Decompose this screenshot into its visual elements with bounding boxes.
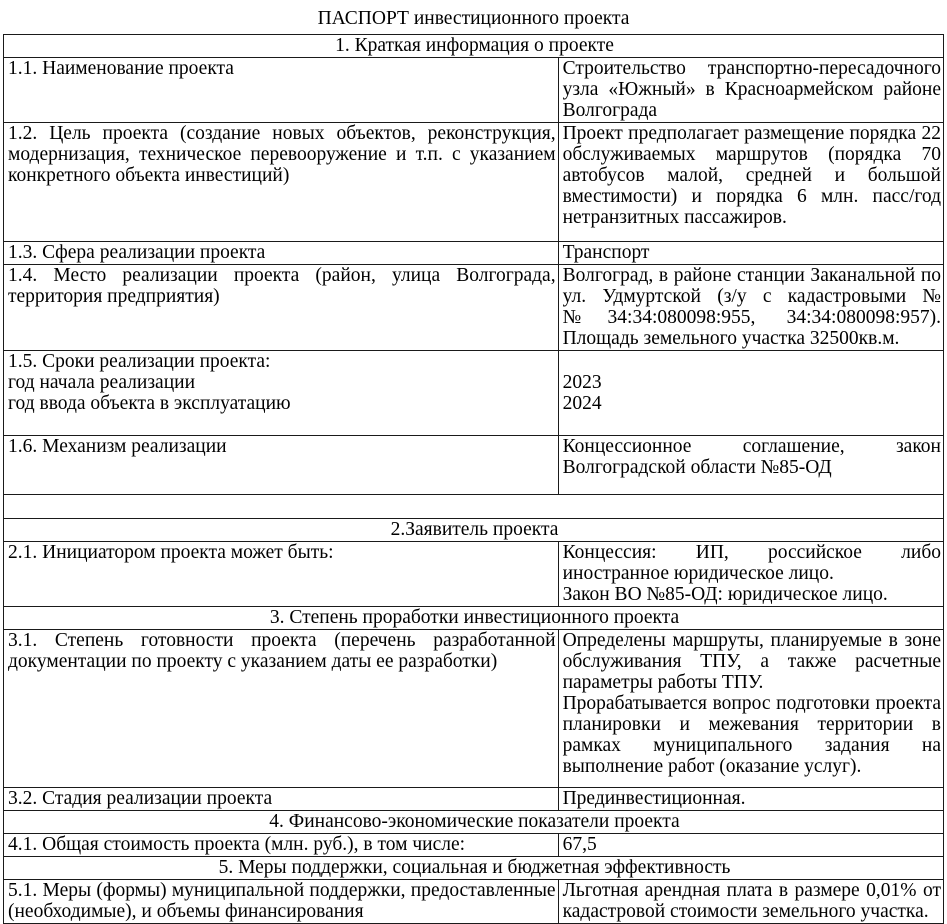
row-4-1-label: 4.1. Общая стоимость проекта (млн. руб.), в том числе: xyxy=(8,834,466,855)
row-5-1 xyxy=(4,880,944,924)
row-1-5-year-start: 2023 xyxy=(562,372,602,393)
row-1-1-label: 1.1. Наименование проекта xyxy=(8,58,234,79)
row-3-2-label: 3.2. Стадия реализации проекта xyxy=(8,788,273,809)
row-3-2 xyxy=(4,788,944,811)
row-1-5-label-line3: год ввода объекта в эксплуатацию xyxy=(8,393,291,414)
section-4-header: 4. Финансово-экономические показатели проекта xyxy=(4,811,944,834)
row-3-2-label-cell xyxy=(4,788,559,811)
section-5-header-row xyxy=(4,857,944,880)
section-2-header: 2.Заявитель проекта xyxy=(4,519,944,542)
row-1-1-label-cell xyxy=(4,58,559,123)
section-1-header: 1. Краткая информация о проекте xyxy=(4,35,944,58)
row-1-5-label-line1: 1.5. Сроки реализации проекта: xyxy=(8,351,271,372)
row-1-4-value: Волгоград, в районе станции Заканальной по ул. Удмуртской (з/у с кадастровыми №№34:34:080098:955, 34:34:080098:957). Площадь земельного участка 32500кв.м. xyxy=(562,265,941,349)
document-title: ПАСПОРТ инвестиционного проекта xyxy=(317,8,630,29)
spacer-row xyxy=(4,495,944,519)
row-1-4-label-cell xyxy=(4,265,559,351)
row-3-2-value: Прединвестиционная. xyxy=(562,788,746,809)
row-4-1 xyxy=(4,834,944,857)
row-1-6-label-cell xyxy=(4,436,559,495)
section-2-header-row xyxy=(4,519,944,542)
row-1-2-label-cell xyxy=(4,123,559,242)
document-page xyxy=(0,8,947,924)
row-3-1-value-para1: Определены маршруты, планируемые в зоне обслуживания ТПУ, а также расчетные параметры работы ТПУ. xyxy=(562,630,941,693)
row-1-2-value: Проект предполагает размещение порядка 22 обслуживаемых маршрутов (порядка 70 автобусов малой, средней и большой вместимости) и порядка 6 млн. пасс/год нетранзитных пассажиров. xyxy=(562,123,941,228)
row-2-1-label: 2.1. Инициатором проекта может быть: xyxy=(8,542,334,563)
row-1-2-label: 1.2. Цель проекта (создание новых объектов, реконструкция, модернизация, техническое перевооружение и т.п. с указанием конкретного объекта инвестиций) xyxy=(8,123,556,186)
row-1-3-label-cell xyxy=(4,242,559,265)
row-3-1-label-cell xyxy=(4,630,559,788)
section-4-header-row xyxy=(4,811,944,834)
row-1-2 xyxy=(4,123,944,242)
row-5-1-value: Льготная арендная плата в размере 0,01% от кадастровой стоимости земельного участка. xyxy=(562,880,941,922)
row-2-1-value-line2: Закон ВО №85-ОД: юридическое лицо. xyxy=(562,584,888,605)
row-3-2-value-cell xyxy=(558,788,943,811)
row-1-5-value-cell xyxy=(558,351,943,436)
row-1-3 xyxy=(4,242,944,265)
row-1-1 xyxy=(4,58,944,123)
row-1-4 xyxy=(4,265,944,351)
row-5-1-label: 5.1. Меры (формы) муниципальной поддержки, предоставленные (необходимые), и объемы финансирования xyxy=(8,880,556,922)
row-1-4-value-cell xyxy=(558,265,943,351)
row-2-1-value-cell xyxy=(558,542,943,607)
row-1-6-value: Концессионное соглашение, закон Волгоградской области №85-ОД xyxy=(562,436,941,478)
row-3-1-value-para2: Прорабатывается вопрос подготовки проекта планировки и межевания территории в рамках муниципального задания на выполнение работ (оказание услуг). xyxy=(562,693,941,777)
row-2-1-label-cell xyxy=(4,542,559,607)
row-1-1-value: Строительство транспортно-пересадочного узла «Южный» в Красноармейском районе Волгограда xyxy=(562,58,941,121)
section-1-header-row xyxy=(4,35,944,58)
row-1-5-label-cell xyxy=(4,351,559,436)
row-3-1 xyxy=(4,630,944,788)
row-5-1-label-cell xyxy=(4,880,559,924)
section-3-header: 3. Степень проработки инвестиционного проекта xyxy=(4,607,944,630)
row-4-1-label-cell xyxy=(4,834,559,857)
row-3-1-value-cell xyxy=(558,630,943,788)
row-1-3-value-cell xyxy=(558,242,943,265)
row-1-6 xyxy=(4,436,944,495)
row-4-1-value-cell xyxy=(558,834,943,857)
row-5-1-value-cell xyxy=(558,880,943,924)
passport-table xyxy=(3,34,944,924)
row-2-1-value-line1: Концессия: ИП, российское либо иностранное юридическое лицо. xyxy=(562,542,941,584)
row-1-6-value-cell xyxy=(558,436,943,495)
section-5-header: 5. Меры поддержки, социальная и бюджетная эффективность xyxy=(4,857,944,880)
row-1-5-blank-line xyxy=(563,351,941,372)
row-1-5-year-end: 2024 xyxy=(562,393,602,414)
row-2-1 xyxy=(4,542,944,607)
row-1-2-value-cell xyxy=(558,123,943,242)
row-3-1-label: 3.1. Степень готовности проекта (перечень разработанной документации по проекту с указанием даты ее разработки) xyxy=(8,630,556,672)
section-3-header-row xyxy=(4,607,944,630)
spacer-cell xyxy=(4,495,944,519)
row-1-3-value: Транспорт xyxy=(562,242,650,263)
row-4-1-value: 67,5 xyxy=(562,834,597,855)
row-1-3-label: 1.3. Сфера реализации проекта xyxy=(8,242,266,263)
row-1-6-label: 1.6. Механизм реализации xyxy=(8,436,227,457)
row-1-5 xyxy=(4,351,944,436)
row-1-5-label-line2: год начала реализации xyxy=(8,372,196,393)
row-1-4-label: 1.4. Место реализации проекта (район, улица Волгограда, территория предприятия) xyxy=(8,265,556,307)
row-1-1-value-cell xyxy=(558,58,943,123)
